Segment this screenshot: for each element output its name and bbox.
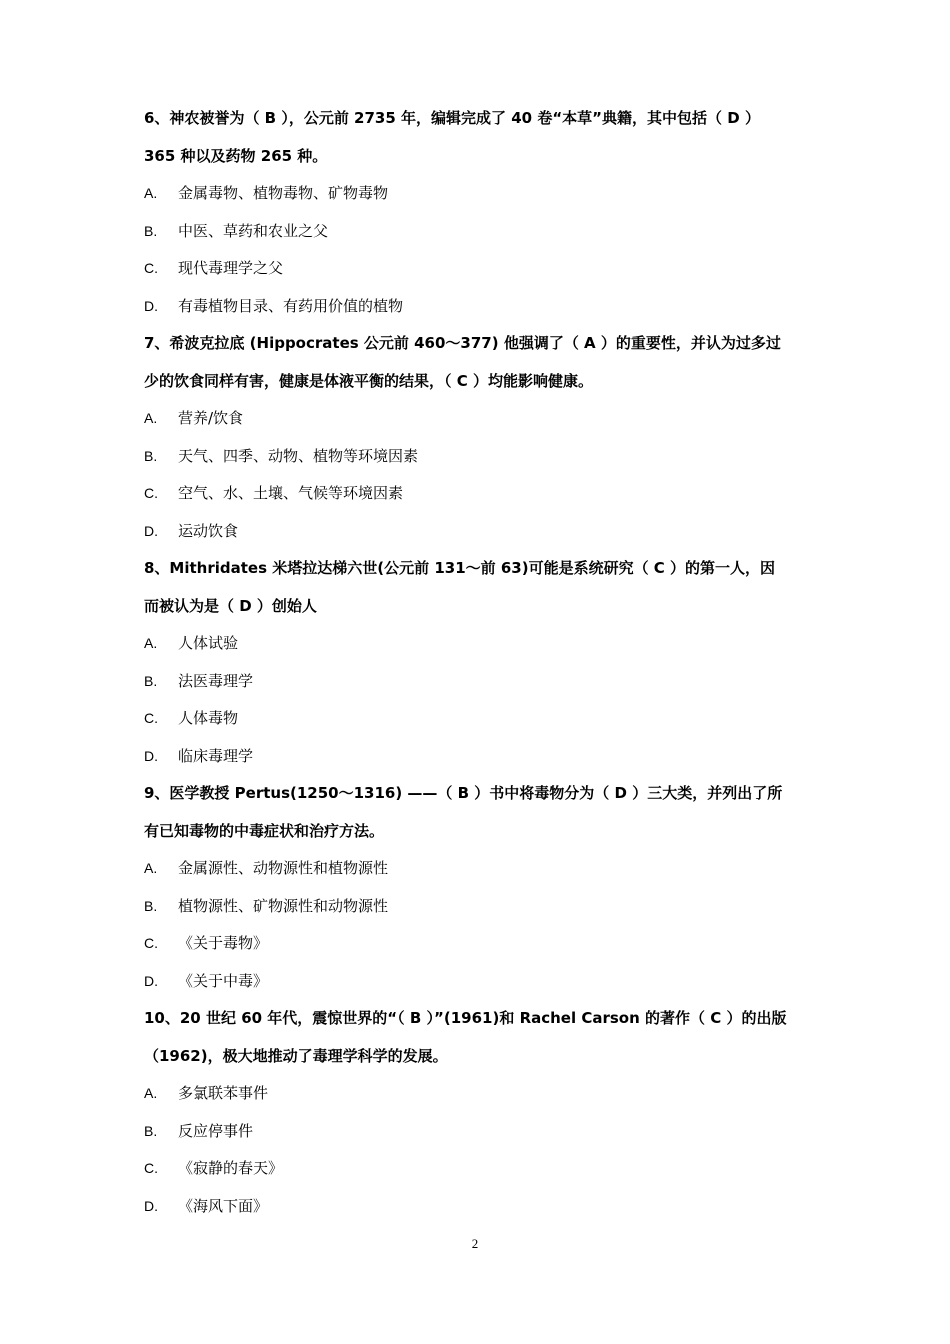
question-line: 365 种以及药物 265 种。 — [144, 146, 328, 165]
option-b — [144, 1113, 814, 1151]
option-letter: A. — [144, 635, 158, 651]
question-line: （1962)，极大地推动了毒理学科学的发展。 — [144, 1046, 448, 1065]
option-text: 金属源性、动物源性和植物源性 — [178, 859, 389, 877]
option-letter: A. — [144, 185, 158, 201]
question-stem — [144, 325, 814, 400]
option-letter: A. — [144, 410, 158, 426]
question-line: 9、医学教授 Pertus(1250～1316) ——（ B ）书中将毒物分为（ D ）三大类，并列出了所 — [144, 784, 783, 802]
question-6 — [144, 100, 814, 325]
option-d — [144, 1188, 814, 1226]
option-b — [144, 438, 814, 476]
question-line: 而被认为是（ D ）创始人 — [144, 596, 317, 615]
option-letter: D. — [144, 1197, 158, 1214]
option-letter: B. — [144, 447, 158, 464]
option-b — [144, 888, 814, 926]
option-text: 营养/饮食 — [178, 409, 244, 427]
question-line: 6、神农被誉为（ B ），公元前 2735 年，编辑完成了 40 卷“本草”典籍，其中包括（ D ） — [144, 109, 760, 127]
option-d — [144, 963, 814, 1001]
option-text: 《关于中毒》 — [178, 971, 269, 990]
question-stem — [144, 775, 814, 850]
question-7 — [144, 325, 814, 550]
option-letter: D. — [144, 297, 158, 314]
question-10 — [144, 1000, 814, 1225]
option-d — [144, 513, 814, 551]
question-list — [144, 100, 814, 1225]
option-letter: C. — [144, 935, 158, 951]
question-9 — [144, 775, 814, 1000]
question-stem — [144, 100, 814, 175]
option-letter: C. — [144, 260, 158, 276]
option-c — [144, 700, 814, 738]
option-text: 中医、草药和农业之父 — [178, 221, 329, 240]
option-letter: D. — [144, 972, 158, 989]
option-a — [144, 175, 814, 213]
option-c — [144, 475, 814, 513]
option-a — [144, 400, 814, 438]
option-text: 植物源性、矿物源性和动物源性 — [178, 896, 389, 915]
option-c — [144, 1150, 814, 1188]
option-a — [144, 1075, 814, 1113]
option-text: 《寂静的春天》 — [178, 1159, 284, 1177]
option-text: 有毒植物目录、有药用价值的植物 — [178, 296, 404, 315]
option-a — [144, 625, 814, 663]
option-text: 人体毒物 — [178, 709, 239, 727]
question-line: 有已知毒物的中毒症状和治疗方法。 — [144, 821, 385, 840]
option-letter: A. — [144, 860, 158, 876]
option-text: 金属毒物、植物毒物、矿物毒物 — [178, 184, 389, 202]
question-stem — [144, 1000, 814, 1075]
option-letter: A. — [144, 1085, 158, 1101]
option-letter: C. — [144, 1160, 158, 1176]
option-b — [144, 213, 814, 251]
option-c — [144, 250, 814, 288]
option-a — [144, 850, 814, 888]
option-d — [144, 738, 814, 776]
option-text: 反应停事件 — [178, 1121, 254, 1140]
option-c — [144, 925, 814, 963]
option-letter: B. — [144, 1122, 158, 1139]
question-line: 8、Mithridates 米塔拉达梯六世(公元前 131～前 63)可能是系统研究（ C ）的第一人，因 — [144, 559, 776, 577]
question-line: 少的饮食同样有害，健康是体液平衡的结果，（ C ）均能影响健康。 — [144, 371, 593, 390]
option-text: 空气、水、土壤、气候等环境因素 — [178, 484, 404, 502]
option-text: 天气、四季、动物、植物等环境因素 — [178, 446, 419, 465]
option-letter: B. — [144, 897, 158, 914]
option-letter: C. — [144, 710, 158, 726]
option-text: 《海风下面》 — [178, 1196, 269, 1215]
question-8 — [144, 550, 814, 775]
option-letter: D. — [144, 522, 158, 539]
option-letter: B. — [144, 222, 158, 239]
option-b — [144, 663, 814, 701]
question-line: 7、希波克拉底 (Hippocrates 公元前 460～377) 他强调了（ A ）的重要性，并认为过多过 — [144, 334, 781, 352]
option-text: 人体试验 — [178, 634, 239, 652]
question-stem — [144, 550, 814, 625]
option-text: 《关于毒物》 — [178, 934, 269, 952]
option-text: 运动饮食 — [178, 521, 239, 540]
page-number: 2 — [471, 1236, 479, 1251]
option-d — [144, 288, 814, 326]
option-text: 法医毒理学 — [178, 671, 254, 690]
option-letter: C. — [144, 485, 158, 501]
option-letter: B. — [144, 672, 158, 689]
option-text: 现代毒理学之父 — [178, 259, 284, 277]
question-line: 10、20 世纪 60 年代，震惊世界的“（ B ）”(1961)和 Rachel Carson 的著作（ C ）的出版 — [144, 1009, 787, 1027]
option-letter: D. — [144, 747, 158, 764]
option-text: 多氯联苯事件 — [178, 1084, 269, 1102]
option-text: 临床毒理学 — [178, 746, 254, 765]
